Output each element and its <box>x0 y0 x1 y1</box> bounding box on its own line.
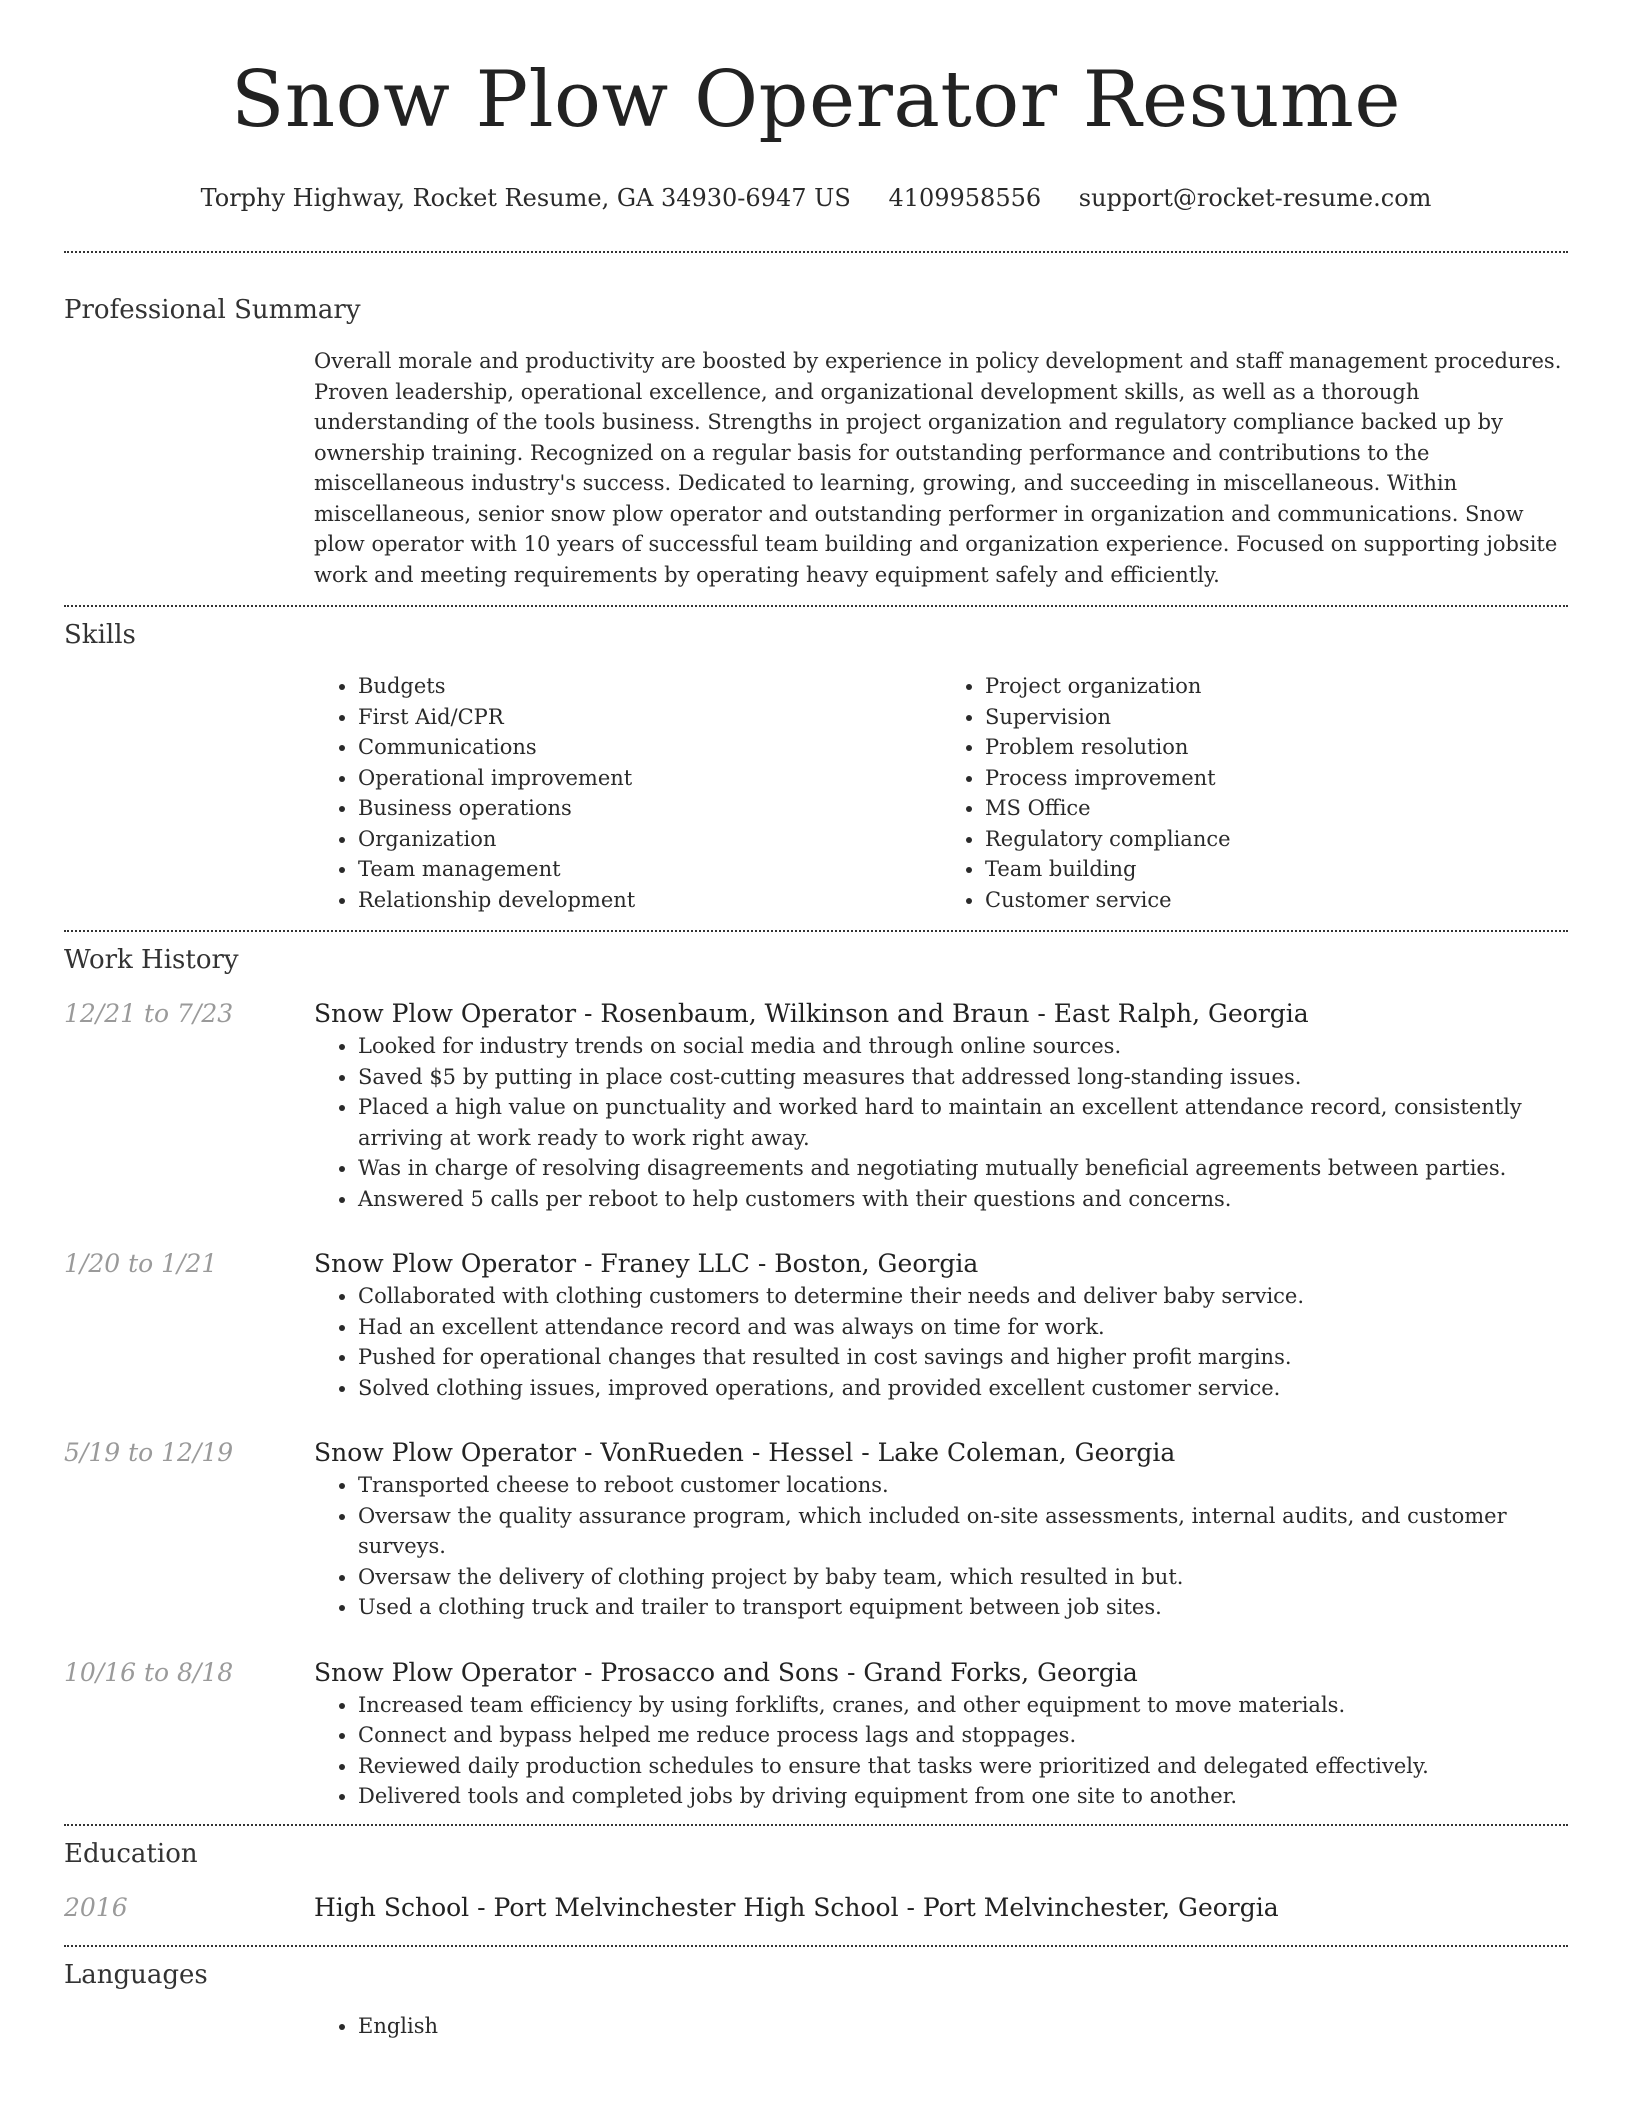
skill-item: • Budgets <box>358 671 941 702</box>
job-bullet: • Saved $5 by putting in place cost-cutting measures that addressed long-standing issues. <box>358 1062 1568 1093</box>
skill-item: • Supervision <box>985 702 1568 733</box>
job-dates: 10/16 to 8/18 <box>64 1657 234 1687</box>
job-dates: 5/19 to 12/19 <box>64 1438 234 1467</box>
job-heading: Snow Plow Operator - Rosenbaum, Wilkinson and Braun - East Ralph, Georgia <box>314 999 1309 1028</box>
section-title-skills: Skills <box>64 620 136 650</box>
job-entry <box>64 1436 1568 1623</box>
section-title-summary: Professional Summary <box>64 295 361 325</box>
job-bullets <box>314 1281 1568 1403</box>
job-bullet: • Transported cheese to reboot customer locations. <box>358 1470 1568 1501</box>
education-details <box>314 1891 1568 1925</box>
job-entry <box>64 1247 1568 1403</box>
skill-item: • Relationship development <box>358 885 941 916</box>
job-heading: Snow Plow Operator - Franey LLC - Boston, Georgia <box>314 1249 979 1278</box>
skill-item: • Operational improvement <box>358 763 941 794</box>
language-item: • English <box>358 2011 1568 2042</box>
job-bullet: • Answered 5 calls per reboot to help customers with their questions and concerns. <box>358 1184 1568 1215</box>
languages-bullets <box>314 2011 1568 2042</box>
job-dates: 12/21 to 7/23 <box>64 999 234 1028</box>
education-heading: High School - Port Melvinchester High School - Port Melvinchester, Georgia <box>314 1892 1279 1922</box>
education-entry <box>64 1891 1568 1925</box>
job-heading: Snow Plow Operator - Prosacco and Sons - Grand Forks, Georgia <box>314 1657 1138 1687</box>
job-bullet: • Pushed for operational changes that resulted in cost savings and higher profit margins. <box>358 1342 1568 1373</box>
skill-item: • Process improvement <box>985 763 1568 794</box>
job-details <box>314 997 1568 1214</box>
education-year: 2016 <box>64 1892 128 1922</box>
section-title-work-history: Work History <box>64 945 239 975</box>
job-bullet: • Reviewed daily production schedules to ensure that tasks were prioritized and delegated effectively. <box>358 1751 1568 1782</box>
section-divider <box>64 605 1568 607</box>
skill-item: • Organization <box>358 824 941 855</box>
resume-title: Snow Plow Operator Resume <box>230 55 1402 145</box>
job-details <box>314 1247 1568 1403</box>
job-heading: Snow Plow Operator - VonRueden - Hessel - Lake Coleman, Georgia <box>314 1438 1176 1467</box>
job-dates: 1/20 to 1/21 <box>64 1249 218 1278</box>
job-bullet: • Used a clothing truck and trailer to transport equipment between job sites. <box>358 1592 1568 1623</box>
section-title-education: Education <box>64 1838 198 1869</box>
skill-item: • Communications <box>358 732 941 763</box>
skills-list-right <box>941 671 1568 915</box>
section-divider <box>64 930 1568 932</box>
skill-item: • Team building <box>985 854 1568 885</box>
skill-item: • Business operations <box>358 793 941 824</box>
skill-item: • Problem resolution <box>985 732 1568 763</box>
section-divider <box>64 1824 1568 1826</box>
job-bullet: • Collaborated with clothing customers to determine their needs and deliver baby service. <box>358 1281 1568 1312</box>
job-bullet: • Increased team efficiency by using forklifts, cranes, and other equipment to move materials. <box>358 1690 1568 1721</box>
section-divider <box>64 1945 1568 1947</box>
contact-address: Torphy Highway, Rocket Resume, GA 34930-6947 US <box>200 184 851 212</box>
job-details <box>314 1436 1568 1623</box>
job-bullet: • Was in charge of resolving disagreements and negotiating mutually beneficial agreements between parties. <box>358 1153 1568 1184</box>
job-entry <box>64 1656 1568 1812</box>
skill-item: • MS Office <box>985 793 1568 824</box>
skill-item: • Team management <box>358 854 941 885</box>
skill-item: • Customer service <box>985 885 1568 916</box>
job-bullet: • Placed a high value on punctuality and worked hard to maintain an excellent attendance record, consistently arriving at work ready to work right away. <box>358 1092 1568 1153</box>
job-details <box>314 1656 1568 1812</box>
section-divider <box>64 251 1568 253</box>
job-bullet: • Had an excellent attendance record and was always on time for work. <box>358 1312 1568 1343</box>
skills-list-left <box>314 671 941 915</box>
job-bullets <box>314 1470 1568 1623</box>
section-title-languages: Languages <box>64 1959 208 1990</box>
job-bullet: • Oversaw the delivery of clothing project by baby team, which resulted in but. <box>358 1562 1568 1593</box>
languages-list <box>314 2011 1568 2042</box>
job-entry <box>64 997 1568 1214</box>
skills-grid <box>314 671 1568 915</box>
job-bullet: • Solved clothing issues, improved operations, and provided excellent customer service. <box>358 1373 1568 1404</box>
contact-phone: 4109958556 <box>888 184 1042 212</box>
job-bullet: • Looked for industry trends on social media and through online sources. <box>358 1031 1568 1062</box>
job-bullet: • Oversaw the quality assurance program, which included on-site assessments, internal audits, and customer surveys. <box>358 1501 1568 1562</box>
skill-item: • First Aid/CPR <box>358 702 941 733</box>
summary-text: Overall morale and productivity are boosted by experience in policy development and staff management procedures. Proven leadership, operational excellence, and organizational development skills, as well as a thorough understanding of the tools business. Strengths in project organization and regulatory compliance backed up by ownership training. Recognized on a regular basis for outstanding performance and contributions to the miscellaneous industry's success. Dedicated to learning, growing, and succeeding in miscellaneous. Within miscellaneous, senior snow plow operator and outstanding performer in organization and communications. Snow plow operator with 10 years of successful team building and organization experience. Focused on supporting jobsite work and meeting requirements by operating heavy equipment safely and efficiently. <box>314 349 1562 587</box>
job-bullet: • Connect and bypass helped me reduce process lags and stoppages. <box>358 1720 1568 1751</box>
skill-item: • Project organization <box>985 671 1568 702</box>
skill-item: • Regulatory compliance <box>985 824 1568 855</box>
contact-email: support@rocket-resume.com <box>1078 184 1432 212</box>
job-bullet: • Delivered tools and completed jobs by driving equipment from one site to another. <box>358 1781 1568 1812</box>
job-bullets <box>314 1690 1568 1812</box>
job-bullets <box>314 1031 1568 1214</box>
contact-line <box>64 182 1568 214</box>
